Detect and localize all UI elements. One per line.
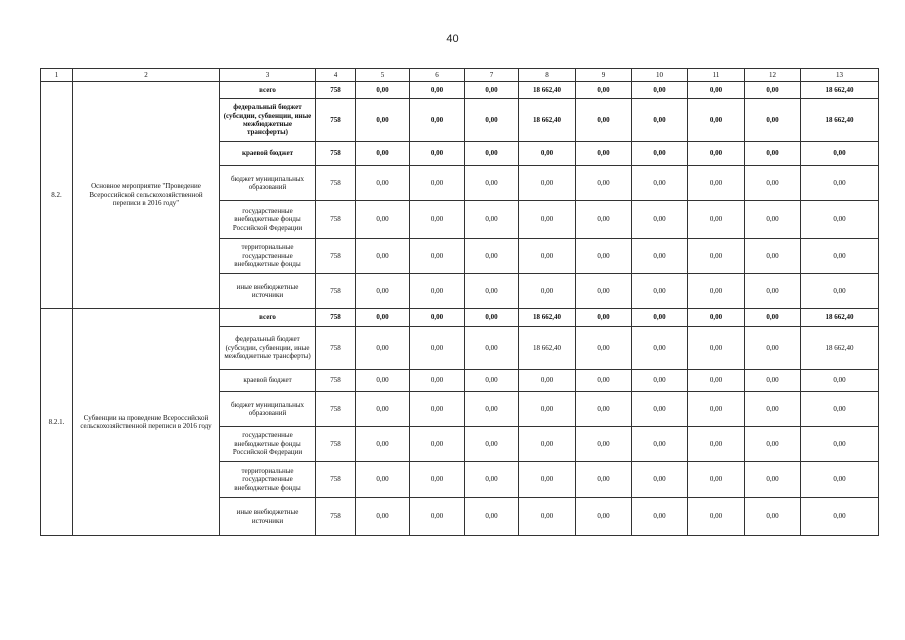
amount-cell: 0,00: [745, 274, 801, 309]
amount-cell: 0,00: [465, 309, 519, 327]
column-header: 12: [745, 69, 801, 82]
amount-cell: 0,00: [688, 427, 745, 462]
table-row: [41, 309, 879, 327]
amount-cell: 18 662,40: [801, 309, 879, 327]
amount-cell: 0,00: [576, 239, 632, 274]
amount-cell: 0,00: [519, 498, 576, 536]
amount-cell: 0,00: [745, 327, 801, 370]
amount-cell: 0,00: [465, 201, 519, 239]
table-body: [41, 82, 879, 536]
budget-code: 758: [316, 427, 356, 462]
budget-code: 758: [316, 462, 356, 498]
amount-cell: 0,00: [465, 166, 519, 201]
amount-cell: 0,00: [576, 201, 632, 239]
amount-cell: 0,00: [410, 462, 465, 498]
funding-source: государственные внебюджетные фонды Российской Федерации: [220, 201, 316, 239]
amount-cell: 0,00: [688, 201, 745, 239]
funding-source: иные внебюджетные источники: [220, 498, 316, 536]
amount-cell: 0,00: [465, 392, 519, 427]
amount-cell: 0,00: [576, 370, 632, 392]
amount-cell: 0,00: [801, 166, 879, 201]
amount-cell: 0,00: [632, 392, 688, 427]
column-header: 5: [356, 69, 410, 82]
amount-cell: 0,00: [356, 82, 410, 99]
amount-cell: 0,00: [745, 142, 801, 166]
funding-source: федеральный бюджет (субсидии, субвенции, иные межбюджетные трансферты): [220, 99, 316, 142]
amount-cell: 0,00: [465, 99, 519, 142]
amount-cell: 0,00: [688, 392, 745, 427]
budget-code: 758: [316, 309, 356, 327]
amount-cell: 0,00: [576, 99, 632, 142]
column-header: 6: [410, 69, 465, 82]
amount-cell: 0,00: [519, 142, 576, 166]
amount-cell: 0,00: [745, 498, 801, 536]
amount-cell: 0,00: [576, 82, 632, 99]
section-index: 8.2.: [41, 82, 73, 309]
column-header: 13: [801, 69, 879, 82]
amount-cell: 0,00: [745, 309, 801, 327]
funding-source: всего: [220, 309, 316, 327]
budget-table: [40, 68, 879, 536]
amount-cell: 0,00: [688, 239, 745, 274]
funding-source: краевой бюджет: [220, 370, 316, 392]
amount-cell: 0,00: [410, 392, 465, 427]
funding-source: краевой бюджет: [220, 142, 316, 166]
amount-cell: 0,00: [745, 370, 801, 392]
funding-source: иные внебюджетные источники: [220, 274, 316, 309]
budget-code: 758: [316, 370, 356, 392]
amount-cell: 0,00: [688, 166, 745, 201]
amount-cell: 0,00: [465, 427, 519, 462]
amount-cell: 0,00: [688, 498, 745, 536]
column-header: 2: [73, 69, 220, 82]
table-row: [41, 82, 879, 99]
amount-cell: 0,00: [410, 327, 465, 370]
amount-cell: 0,00: [356, 166, 410, 201]
amount-cell: 18 662,40: [519, 309, 576, 327]
amount-cell: 0,00: [356, 142, 410, 166]
amount-cell: 0,00: [410, 99, 465, 142]
amount-cell: 0,00: [576, 462, 632, 498]
funding-source: территориальные государственные внебюджетные фонды: [220, 462, 316, 498]
amount-cell: 0,00: [745, 166, 801, 201]
amount-cell: 0,00: [576, 309, 632, 327]
amount-cell: 0,00: [465, 82, 519, 99]
budget-code: 758: [316, 201, 356, 239]
amount-cell: 0,00: [632, 327, 688, 370]
amount-cell: 0,00: [356, 462, 410, 498]
amount-cell: 0,00: [410, 142, 465, 166]
funding-source: государственные внебюджетные фонды Российской Федерации: [220, 427, 316, 462]
column-header: 4: [316, 69, 356, 82]
column-header: 10: [632, 69, 688, 82]
amount-cell: 0,00: [745, 201, 801, 239]
amount-cell: 0,00: [519, 274, 576, 309]
budget-code: 758: [316, 82, 356, 99]
amount-cell: 0,00: [801, 370, 879, 392]
amount-cell: 0,00: [356, 201, 410, 239]
amount-cell: 0,00: [632, 462, 688, 498]
amount-cell: 18 662,40: [801, 327, 879, 370]
amount-cell: 0,00: [688, 462, 745, 498]
amount-cell: 0,00: [745, 239, 801, 274]
amount-cell: 0,00: [801, 142, 879, 166]
amount-cell: 0,00: [576, 427, 632, 462]
amount-cell: 0,00: [801, 498, 879, 536]
amount-cell: 0,00: [688, 82, 745, 99]
amount-cell: 0,00: [465, 498, 519, 536]
amount-cell: 18 662,40: [519, 82, 576, 99]
funding-source: всего: [220, 82, 316, 99]
section-title: Основное мероприятие "Проведение Всероссийской сельскохозяйственной переписи в 2016 году": [73, 82, 220, 309]
amount-cell: 0,00: [465, 327, 519, 370]
amount-cell: 0,00: [801, 427, 879, 462]
amount-cell: 0,00: [632, 201, 688, 239]
amount-cell: 0,00: [576, 498, 632, 536]
amount-cell: 0,00: [745, 99, 801, 142]
amount-cell: 0,00: [519, 392, 576, 427]
budget-code: 758: [316, 166, 356, 201]
amount-cell: 0,00: [356, 274, 410, 309]
amount-cell: 0,00: [576, 142, 632, 166]
amount-cell: 18 662,40: [519, 99, 576, 142]
amount-cell: 0,00: [745, 462, 801, 498]
amount-cell: 0,00: [632, 274, 688, 309]
amount-cell: 0,00: [745, 427, 801, 462]
amount-cell: 0,00: [410, 201, 465, 239]
budget-code: 758: [316, 392, 356, 427]
column-header: 9: [576, 69, 632, 82]
amount-cell: 0,00: [632, 370, 688, 392]
amount-cell: 0,00: [688, 142, 745, 166]
amount-cell: 0,00: [801, 392, 879, 427]
amount-cell: 0,00: [356, 392, 410, 427]
amount-cell: 0,00: [576, 274, 632, 309]
amount-cell: 0,00: [519, 239, 576, 274]
amount-cell: 0,00: [410, 82, 465, 99]
amount-cell: 0,00: [356, 327, 410, 370]
amount-cell: 0,00: [632, 99, 688, 142]
amount-cell: 0,00: [688, 99, 745, 142]
funding-source: бюджет муниципальных образований: [220, 166, 316, 201]
amount-cell: 0,00: [801, 239, 879, 274]
column-header: 11: [688, 69, 745, 82]
amount-cell: 0,00: [465, 274, 519, 309]
amount-cell: 0,00: [356, 99, 410, 142]
amount-cell: 18 662,40: [801, 99, 879, 142]
amount-cell: 0,00: [688, 274, 745, 309]
amount-cell: 0,00: [801, 201, 879, 239]
amount-cell: 0,00: [465, 142, 519, 166]
amount-cell: 0,00: [356, 370, 410, 392]
page-number: 40: [446, 33, 459, 45]
amount-cell: 0,00: [356, 309, 410, 327]
amount-cell: 0,00: [465, 370, 519, 392]
amount-cell: 0,00: [519, 462, 576, 498]
amount-cell: 0,00: [632, 239, 688, 274]
amount-cell: 0,00: [519, 427, 576, 462]
amount-cell: 0,00: [688, 309, 745, 327]
amount-cell: 0,00: [801, 462, 879, 498]
amount-cell: 0,00: [632, 82, 688, 99]
amount-cell: 0,00: [632, 498, 688, 536]
amount-cell: 18 662,40: [801, 82, 879, 99]
budget-code: 758: [316, 274, 356, 309]
amount-cell: 0,00: [632, 166, 688, 201]
budget-code: 758: [316, 99, 356, 142]
amount-cell: 0,00: [410, 427, 465, 462]
budget-code: 758: [316, 327, 356, 370]
amount-cell: 0,00: [576, 392, 632, 427]
column-header: 3: [220, 69, 316, 82]
section-title: Субвенции на проведение Всероссийской сельскохозяйственной переписи в 2016 году: [73, 309, 220, 536]
amount-cell: 0,00: [410, 239, 465, 274]
amount-cell: 0,00: [410, 309, 465, 327]
amount-cell: 18 662,40: [519, 327, 576, 370]
budget-code: 758: [316, 498, 356, 536]
amount-cell: 0,00: [576, 327, 632, 370]
funding-source: федеральный бюджет (субсидии, субвенции, иные межбюджетные трансферты): [220, 327, 316, 370]
amount-cell: 0,00: [465, 462, 519, 498]
amount-cell: 0,00: [410, 274, 465, 309]
amount-cell: 0,00: [519, 201, 576, 239]
amount-cell: 0,00: [745, 392, 801, 427]
funding-source: бюджет муниципальных образований: [220, 392, 316, 427]
amount-cell: 0,00: [519, 166, 576, 201]
amount-cell: 0,00: [465, 239, 519, 274]
amount-cell: 0,00: [356, 427, 410, 462]
amount-cell: 0,00: [745, 82, 801, 99]
amount-cell: 0,00: [356, 498, 410, 536]
amount-cell: 0,00: [632, 427, 688, 462]
column-header: 8: [519, 69, 576, 82]
header-row: [41, 69, 879, 82]
amount-cell: 0,00: [410, 370, 465, 392]
amount-cell: 0,00: [688, 370, 745, 392]
amount-cell: 0,00: [356, 239, 410, 274]
amount-cell: 0,00: [519, 370, 576, 392]
amount-cell: 0,00: [410, 166, 465, 201]
column-header: 7: [465, 69, 519, 82]
section-index: 8.2.1.: [41, 309, 73, 536]
amount-cell: 0,00: [632, 142, 688, 166]
funding-source: территориальные государственные внебюджетные фонды: [220, 239, 316, 274]
column-header: 1: [41, 69, 73, 82]
amount-cell: 0,00: [801, 274, 879, 309]
amount-cell: 0,00: [576, 166, 632, 201]
amount-cell: 0,00: [688, 327, 745, 370]
amount-cell: 0,00: [410, 498, 465, 536]
budget-code: 758: [316, 142, 356, 166]
budget-code: 758: [316, 239, 356, 274]
amount-cell: 0,00: [632, 309, 688, 327]
